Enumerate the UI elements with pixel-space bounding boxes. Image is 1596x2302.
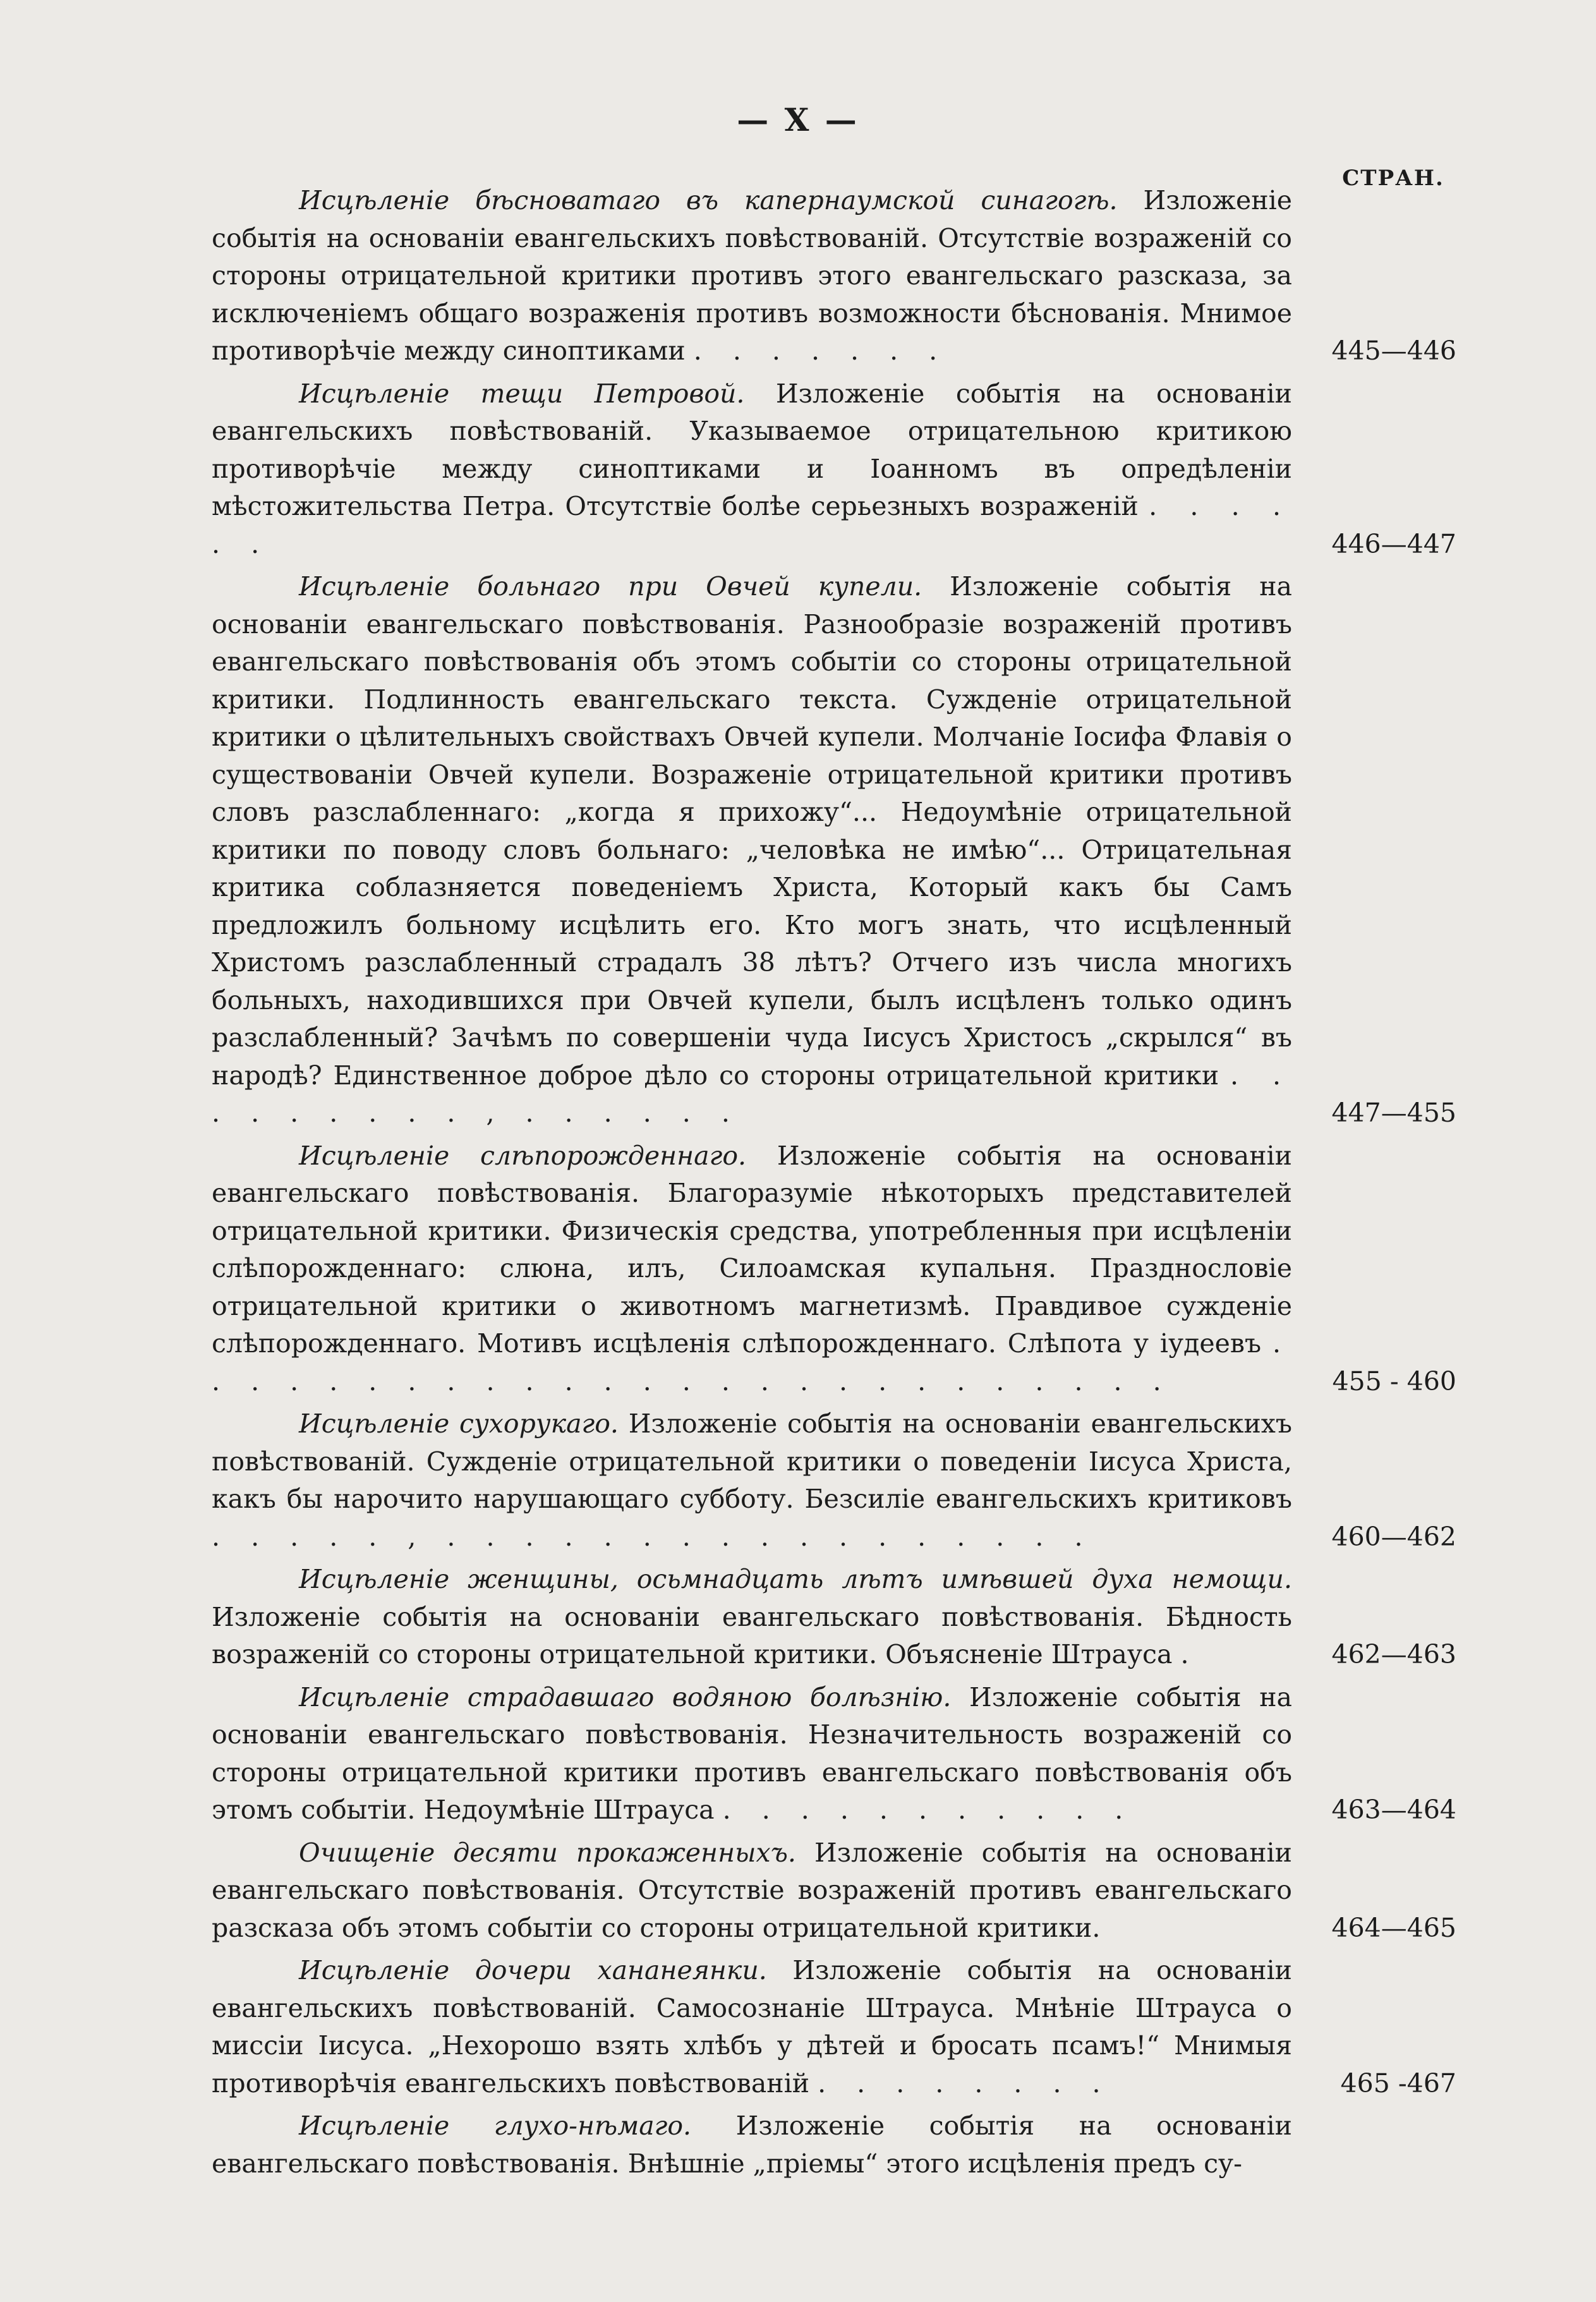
entry-text: Изложеніе событія на основаніи евангельскаго повѣствованія. Благоразуміе нѣкоторыхъ представителей отрицательной критики. Физическія средства, употребленныя при исцѣленіи слѣпорожденнаго: слюна, илъ, Силоамская купальня. Празднословіе отрицательной критики о животномъ магнетизмѣ. Правдивое сужденіе слѣпорожденнаго. Мотивъ исцѣленія слѣпорожденнаго. Слѣпота у іудеевъ — [212, 1140, 1292, 1359]
entry-pages: 464—465 — [1331, 1912, 1456, 1943]
entry-pages: 462—463 — [1331, 1639, 1456, 1669]
entry-text: Изложеніе событія на основаніи евангельскаго повѣствованія. Разнообразіе возраженій противъ евангельскаго повѣствованія объ этомъ событіи со стороны отрицательной критики. Подлинность евангельскаго текста. Сужденіе отрицательной критики о цѣлительныхъ свойствахъ Овчей купели. Молчаніе Іосифа Флавія о существованіи Овчей купели. Возраженіе отрицательной критики противъ словъ разслабленнаго: „когда я прихожу“... Недоумѣніе отрицательной критики по поводу словъ больнаго: „человѣка не имѣю“... Отрицательная критика соблазняется поведеніемъ Христа, Который какъ бы Самъ предложилъ больному исцѣлить его. Кто могъ знать, что исцѣленный Христомъ разслабленный страдалъ 38 лѣтъ? Отчего изъ числа многихъ больныхъ, находившихся при Овчей купели, былъ исцѣленъ только одинъ разслабленный? Зачѣмъ по совершеніи чуда Іисусъ Христосъ „скрылся“ въ народѣ? Единственное доброе дѣло со стороны отрицательной критики — [212, 571, 1292, 1091]
dot-leader: . . . . . . . . . , . . . . . . — [212, 1060, 1292, 1128]
entry-text: Изложеніе событія на основаніи евангельскаго повѣствованія. Незначительность возраженій со стороны отрицательной критики противъ евангельскаго повѣствованія объ этомъ событіи. Недоумѣніе Штрауса — [212, 1681, 1292, 1825]
dot-leader: . . . . . . . — [693, 336, 949, 366]
dot-leader: . . . . . . — [212, 491, 1292, 559]
entry-pages: 445—446 — [1331, 336, 1456, 366]
entry-body — [212, 375, 1292, 564]
entry-body — [212, 182, 1292, 370]
entry-text: Изложеніе событія на основаніи евангельскихъ повѣствованій. Самосознаніе Штрауса. Мнѣніе Штрауса о миссіи Іисуса. „Нехорошо взять хлѣбъ у дѣтей и бросать псамъ!“ Мнимыя противорѣчія евангельскихъ повѣствованій — [212, 1955, 1292, 2099]
toc-entry — [212, 568, 1463, 1132]
toc-entry — [212, 1405, 1463, 1556]
toc-entry — [212, 1137, 1463, 1401]
entry-pages: 455 - 460 — [1332, 1366, 1456, 1396]
dot-leader: . . . . . , . . . . . . . . . . . . . . . . . — [212, 1521, 1094, 1552]
entry-pages: 463—464 — [1331, 1795, 1456, 1825]
entry-title: Исцѣленіе слѣпорожденнаго. — [299, 1140, 747, 1171]
entry-text: Изложеніе событія на основаніи евангельскаго повѣствованія. Отсутствіе возраженій противъ евангельскаго разсказа объ этомъ событіи со стороны отрицательной критики. — [212, 1837, 1292, 1943]
entry-text: Изложеніе событія на основаніи евангельскаго повѣствованія. Внѣшніе „пріемы“ этого исцѣленія предъ су- — [212, 2111, 1292, 2179]
toc-entry — [212, 2107, 1463, 2183]
entry-body — [212, 1679, 1292, 1829]
pages-column-label: СТРАН. — [1342, 166, 1444, 191]
table-of-contents — [212, 182, 1463, 2188]
entry-body — [212, 1834, 1292, 1948]
toc-entry — [212, 182, 1463, 370]
toc-entry — [212, 1834, 1463, 1948]
entry-title: Исцѣленіе глухо-нѣмаго. — [299, 2111, 692, 2141]
toc-entry — [212, 375, 1463, 564]
entry-title: Очищеніе десяти прокаженныхъ. — [299, 1837, 796, 1868]
page-number-header: — X — — [737, 101, 859, 138]
dot-leader: . . . . . . . . — [818, 2068, 1112, 2099]
entry-text: Изложеніе событія на основаніи евангельскаго повѣствованія. Бѣдность возраженій со стороны отрицательной критики. Объясненіе Штрауса — [212, 1601, 1292, 1669]
dot-leader: . — [1180, 1639, 1200, 1669]
entry-body — [212, 1561, 1292, 1674]
entry-text: Изложеніе событія на основаніи евангельскихъ повѣствованій. Указываемое отрицательною критикою противорѣчіе между синоптиками и Іоанномъ въ опредѣленіи мѣстожительства Петра. Отсутствіе болѣе серьезныхъ возраженій — [212, 378, 1292, 521]
entry-text: Изложеніе событія на основаніи евангельскихъ повѣствованій. Отсутствіе возраженій со стороны отрицательной критики противъ этого евангельскаго разсказа, за исключеніемъ общаго возраженія противъ возможности бѣснованія. Мнимое противорѣчіе между синоптиками — [212, 185, 1292, 366]
entry-body — [212, 1405, 1292, 1556]
toc-entry — [212, 1952, 1463, 2102]
entry-body — [212, 2107, 1292, 2183]
entry-title: Исцѣленіе дочери хананеянки. — [299, 1955, 767, 1985]
entry-title: Исцѣленіе бѣсноватаго въ капернаумской синагогѣ. — [299, 185, 1118, 215]
entry-title: Исцѣленіе сухорукаго. — [299, 1408, 619, 1439]
entry-title: Исцѣленіе тещи Петровой. — [299, 378, 745, 409]
entry-body — [212, 568, 1292, 1132]
entry-title: Исцѣленіе женщины, осьмнадцать лѣтъ имѣвшей духа немощи. — [299, 1564, 1292, 1594]
toc-entry — [212, 1679, 1463, 1829]
dot-leader: . . . . . . . . . . . . . . . . . . . . . . . . . . — [212, 1328, 1292, 1396]
entry-pages: 447—455 — [1331, 1098, 1456, 1128]
toc-entry — [212, 1561, 1463, 1674]
entry-text: Изложеніе событія на основаніи евангельскихъ повѣствованій. Сужденіе отрицательной критики о поведеніи Іисуса Христа, какъ бы нарочито нарушающаго субботу. Безсиліе евангельскихъ критиковъ — [212, 1408, 1292, 1514]
entry-body — [212, 1952, 1292, 2102]
entry-title: Исцѣленіе больнаго при Овчей купели. — [299, 571, 922, 602]
entry-pages: 465 -467 — [1340, 2068, 1456, 2099]
entry-title: Исцѣленіе страдавшаго водяною болѣзнію. — [299, 1681, 952, 1712]
dot-leader: . . . . . . . . . . . — [722, 1795, 1135, 1825]
entry-pages: 446—447 — [1331, 528, 1456, 559]
entry-pages: 460—462 — [1331, 1521, 1456, 1552]
entry-body — [212, 1137, 1292, 1401]
